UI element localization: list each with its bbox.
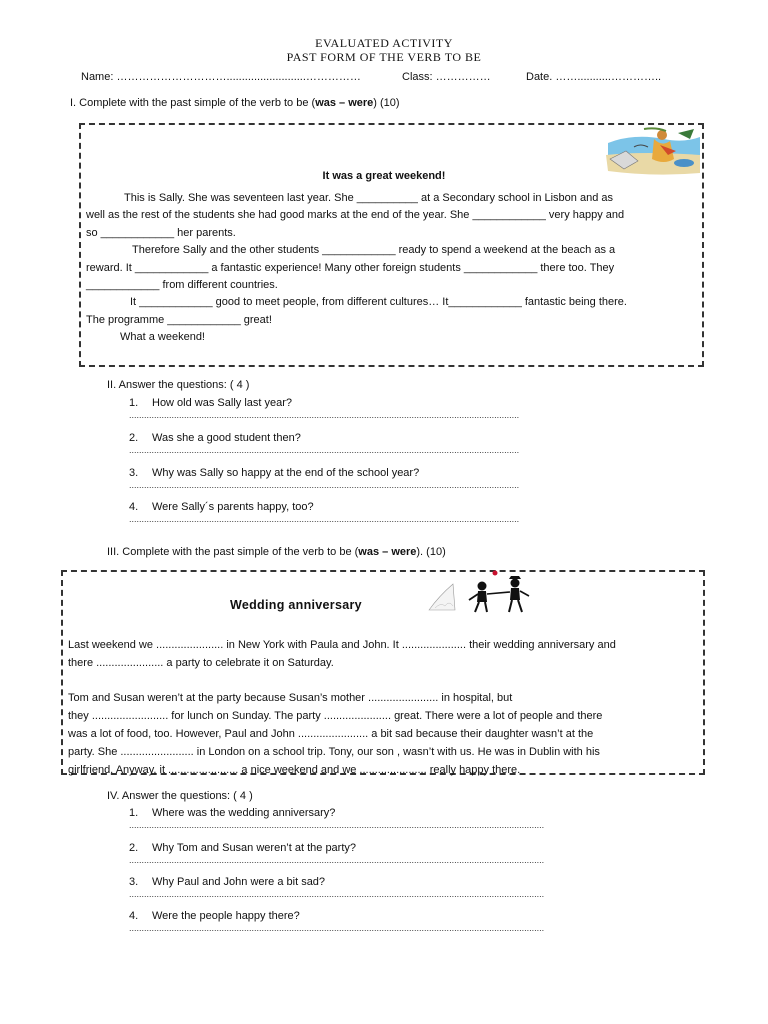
section4-instruction: IV. Answer the questions: ( 4 ) xyxy=(107,790,253,802)
worksheet-subtitle: PAST FORM OF THE VERB TO BE xyxy=(286,50,482,64)
date-field[interactable]: Date. ……...........………….. xyxy=(526,71,662,83)
answer-line[interactable]: ............................................................................................................................................................ xyxy=(129,480,520,490)
wedding-couple-clipart-icon xyxy=(425,570,537,614)
question-item: 2. Was she a good student then? xyxy=(129,432,301,444)
section3-text xyxy=(68,637,700,779)
worksheet-title: EVALUATED ACTIVITY xyxy=(315,36,453,50)
section1-line: The programme ____________ great! xyxy=(86,313,272,326)
section3-line: party. She ........................ in London on a school trip. Tony, our son , wasn’t with us. He was in Dublin with his xyxy=(68,745,600,758)
section2-instruction: II. Answer the questions: ( 4 ) xyxy=(107,379,250,391)
section3-spacer xyxy=(68,673,700,691)
question-item: 1. Where was the wedding anniversary? xyxy=(129,807,336,819)
answer-line[interactable]: ............................................................................................................................................................ xyxy=(129,410,520,420)
section3-heading: Wedding anniversary xyxy=(230,598,362,612)
question-item: 4. Were Sally´s parents happy, too? xyxy=(129,501,314,513)
section3-line: there ...................... a party to celebrate it on Saturday. xyxy=(68,656,334,669)
section1-line: ____________ from different countries. xyxy=(86,279,278,292)
section1-line: so ____________ her parents. xyxy=(86,226,236,239)
question-item: 4. Were the people happy there? xyxy=(129,910,300,922)
question-item: 3. Why was Sally so happy at the end of the school year? xyxy=(129,467,420,479)
section1-line: Therefore Sally and the other students ____________ ready to spend a weekend at the beach as a xyxy=(132,244,616,257)
answer-line[interactable]: ...................................................................................................................................................................... xyxy=(129,820,545,830)
answer-line[interactable]: ...................................................................................................................................................................... xyxy=(129,923,545,933)
answer-line[interactable]: ...................................................................................................................................................................... xyxy=(129,889,545,899)
answer-line[interactable]: ............................................................................................................................................................ xyxy=(129,514,520,524)
section1-heading: It was a great weekend! xyxy=(322,170,446,182)
section1-line: reward. It ____________ a fantastic experience! Many other foreign students ____________ there too. They xyxy=(86,261,615,274)
section1-line: This is Sally. She was seventeen last year. She __________ at a Secondary school in Lisbon and as xyxy=(124,192,613,204)
section1-instruction: I. Complete with the past simple of the verb to be (was – were) (10) xyxy=(70,97,400,109)
section3-line: Tom and Susan weren’t at the party because Susan’s mother ....................... in hospital, but xyxy=(68,692,513,705)
section3-line: girlfriend. Anyway, it ....................... a nice weekend and we ...................... really happy there. xyxy=(68,763,521,776)
section1-text xyxy=(86,190,695,347)
name-field[interactable]: Name: …………………………..........................…………… xyxy=(81,71,361,83)
section1-line: well as the rest of the students she had good marks at the end of the year. She ____________ very happy and xyxy=(86,209,625,222)
section3-instruction: III. Complete with the past simple of the verb to be (was – were). (10) xyxy=(107,546,446,558)
section3-line: Last weekend we ...................... in New York with Paula and John. It ..................... their wedding anniversary and xyxy=(68,639,616,651)
class-field[interactable]: Class: …………… xyxy=(402,71,491,83)
section1-line: What a weekend! xyxy=(120,331,205,344)
question-item: 1. How old was Sally last year? xyxy=(129,397,293,409)
answer-line[interactable]: ...................................................................................................................................................................... xyxy=(129,855,545,865)
section3-line: they ......................... for lunch on Sunday. The party ...................... great. There were a lot of people and there xyxy=(68,710,603,723)
question-item: 2. Why Tom and Susan weren’t at the party? xyxy=(129,842,357,854)
section3-line: was a lot of food, too. However, Paul and John ....................... a bit sad because their daughter wasn’t at the xyxy=(68,727,594,740)
section1-line: It ____________ good to meet people, from different cultures… It____________ fantastic being there. xyxy=(130,296,627,309)
answer-line[interactable]: ............................................................................................................................................................ xyxy=(129,445,520,455)
question-item: 3. Why Paul and John were a bit sad? xyxy=(129,876,326,888)
